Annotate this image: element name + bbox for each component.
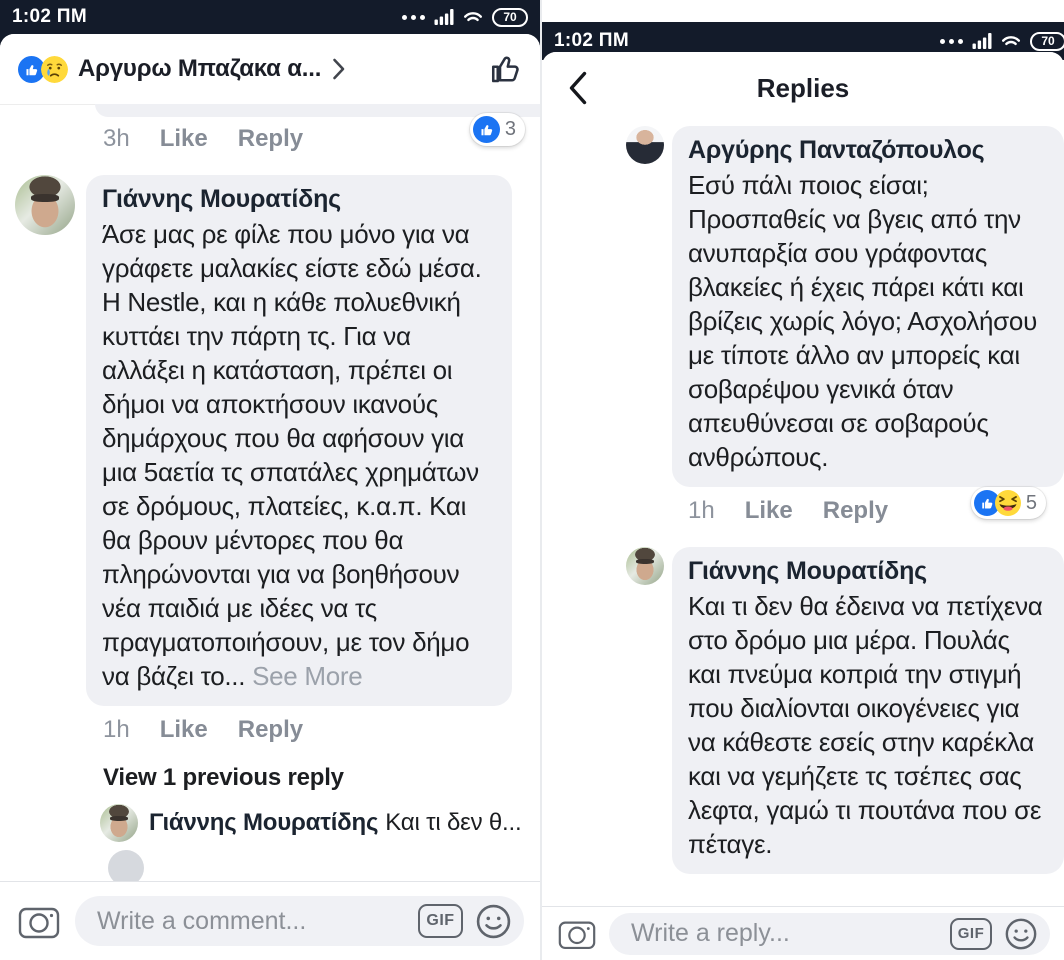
like-outline-button[interactable] <box>488 51 524 87</box>
reaction-count-badge[interactable] <box>971 487 1046 519</box>
reply-action[interactable]: Reply <box>237 716 304 743</box>
reply <box>542 126 1064 487</box>
comment <box>15 175 522 706</box>
avatar[interactable] <box>100 804 138 842</box>
reply-meta-row <box>688 491 1064 531</box>
avatar[interactable] <box>626 126 664 164</box>
battery-icon: 70 <box>1030 32 1064 51</box>
right-content-card <box>542 52 1064 874</box>
comment-timestamp: 3h <box>103 125 130 152</box>
left-content-card <box>0 34 540 886</box>
haha-reaction-icon <box>995 490 1021 516</box>
reply-input[interactable] <box>609 913 1050 955</box>
collage-gap <box>542 0 1064 22</box>
cry-reaction-icon <box>41 56 68 83</box>
reaction-count: 3 <box>504 118 516 140</box>
replies-header <box>542 52 1064 124</box>
reply-bubble <box>672 547 1064 874</box>
post-reactions-cluster[interactable] <box>18 56 68 83</box>
right-screenshot-replies-view <box>540 0 1064 960</box>
like-action[interactable]: Like <box>744 497 793 524</box>
reply-action[interactable]: Reply <box>822 497 889 524</box>
previous-comment-bubble-remnant <box>95 104 540 117</box>
avatar[interactable] <box>626 547 664 585</box>
emoji-smiley-button[interactable] <box>1004 917 1038 951</box>
back-chevron-icon[interactable] <box>568 71 588 105</box>
comment-composer <box>0 881 540 960</box>
cellular-signal-icon <box>972 33 992 49</box>
emoji-smiley-button[interactable] <box>475 903 512 940</box>
camera-icon[interactable] <box>18 903 60 939</box>
comment-input-placeholder: Write a comment... <box>97 906 307 935</box>
comment-timestamp: 1h <box>103 716 130 743</box>
reply-snippet: Και τι δεν θ... <box>385 809 522 836</box>
chevron-right-icon[interactable] <box>331 57 346 81</box>
notification-dots-icon <box>940 39 963 44</box>
reply-text: Εσύ πάλι ποιος είσαι; Προσπαθείς να βγεις από την ανυπαρξία σου γράφοντας βλακείες ή έχεις πάρει κάτι και βρίζεις χωρίς λόγο; Ασχολήσου με τίποτε άλλο αν μπορείς και σοβαρέψου γενικά όταν απευθύνεσαι σε σοβαρούς ανθρώπους. <box>688 170 1038 472</box>
post-title[interactable]: Αργυρω Μπαζακα α... <box>78 55 322 82</box>
cellular-signal-icon <box>434 9 454 25</box>
reaction-count: 5 <box>1025 491 1037 514</box>
reply-input-placeholder: Write a reply... <box>631 919 790 947</box>
reply-author[interactable]: Γιάννης Μουρατίδης <box>688 557 927 585</box>
wifi-icon <box>1001 34 1021 49</box>
reply-author[interactable]: Αργύρης Πανταζόπουλος <box>688 136 985 164</box>
reply <box>542 547 1064 874</box>
see-more-link[interactable]: See More <box>252 661 363 691</box>
view-previous-replies-link[interactable]: View 1 previous reply <box>103 764 344 791</box>
reply-author[interactable]: Γιάννης Μουρατίδης <box>149 809 379 836</box>
comment-bubble <box>86 175 512 706</box>
comment-text: Άσε μας ρε φίλε που μόνο για να γράφετε μαλακίες είστε εδώ μέσα. Η Nestle, και η κάθε πολυεθνική κυττάει την πάρτη τς. Για να αλλάξει η κατάσταση, πρέπει οι δήμοι να αποκτήσουν ικανούς δημάρχους που θα αφήσουν για μια 5αετία τς σπατάλες χρημάτων σε δρόμους, πλατείες, κ.α.π. Και θα βρουν μέντορες που θα πληρώνονται για να βοηθήσουν νέα παιδιά με ιδέες να τς πραγματοποιήσουν, με τον δήμο να βάζει το... See More <box>102 219 482 691</box>
notification-dots-icon <box>402 15 425 20</box>
wifi-icon <box>463 10 483 25</box>
battery-icon: 70 <box>492 8 528 27</box>
left-status-bar <box>0 0 540 34</box>
reply-bubble <box>672 126 1064 487</box>
reply-action[interactable]: Reply <box>237 125 304 152</box>
post-header <box>0 34 540 104</box>
reply-preview[interactable] <box>100 804 522 842</box>
comment-meta-row <box>103 716 540 750</box>
reply-timestamp: 1h <box>688 497 715 524</box>
comment-author[interactable]: Γιάννης Μουρατίδης <box>102 185 341 213</box>
page-title: Replies <box>756 72 850 103</box>
gif-button[interactable]: GIF <box>418 904 463 938</box>
like-action[interactable]: Like <box>159 716 208 743</box>
comment-input[interactable] <box>75 896 524 946</box>
like-action[interactable]: Like <box>159 125 208 152</box>
avatar[interactable] <box>15 175 75 235</box>
like-reaction-icon <box>473 116 500 143</box>
reaction-count-badge[interactable] <box>470 113 525 146</box>
clock-text: 1:02 ΠΜ <box>12 6 87 27</box>
reply-composer <box>542 906 1064 960</box>
camera-icon[interactable] <box>558 917 596 950</box>
clock-text: 1:02 ΠΜ <box>554 30 629 51</box>
reply-text: Και τι δεν θα έδεινα να πετίχενα στο δρόμο μια μέρα. Πουλάς και πνεύμα κοπριά την στιγμή που διαλίονται οικογένειες για να κάθεστε εσείς στην καρέκλα και να γεμήζετε τς τσέπες σας λεφτα, γαμώ τι πουτάνα που σε πέταγε. <box>688 591 1043 859</box>
gif-button[interactable]: GIF <box>950 918 992 950</box>
comment-meta-row <box>103 118 540 159</box>
